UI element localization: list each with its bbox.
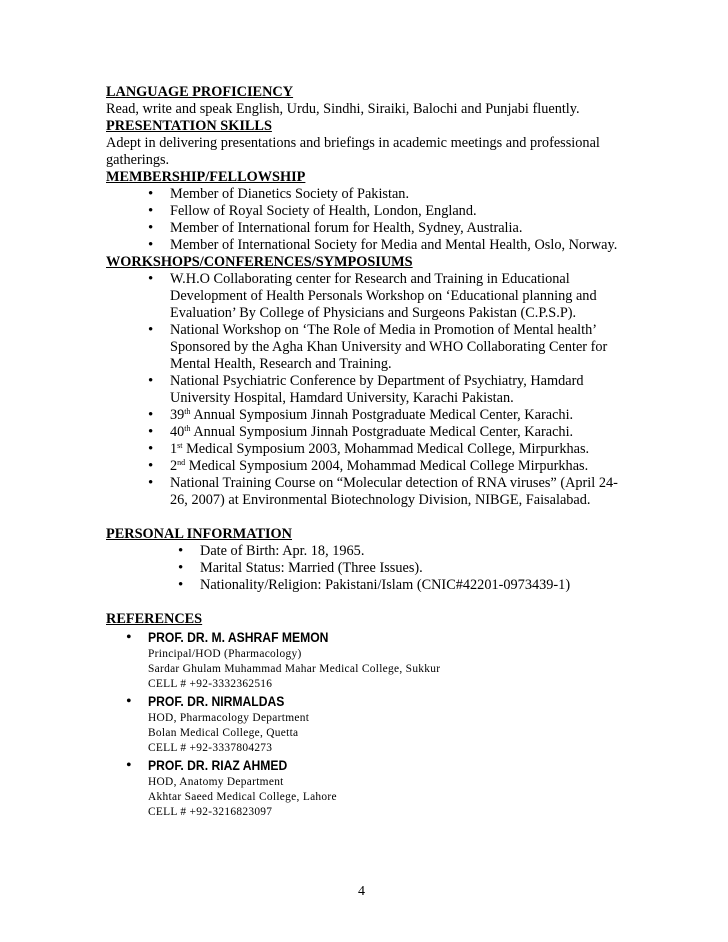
reference-phone: CELL # +92-3216823097	[148, 806, 273, 818]
list-item: • Fellow of Royal Society of Health, London, England.	[106, 203, 626, 220]
item-text: Annual Symposium Jinnah Postgraduate Medical Center, Karachi.	[190, 424, 574, 440]
reference-entry	[106, 692, 626, 756]
list-item: • National Workshop on ‘The Role of Media in Promotion of Mental health’ Sponsored by the Agha Khan University and WHO Collaborating Center for Mental Health, Research and Training.	[106, 322, 626, 373]
membership-list	[106, 186, 626, 254]
list-item: • Nationality/Religion: Pakistani/Islam (CNIC#42201-0973439-1)	[106, 577, 626, 594]
reference-phone: CELL # +92-3332362516	[148, 678, 273, 690]
ordinal-suffix: nd	[177, 458, 186, 467]
list-item: • National Training Course on “Molecular detection of RNA viruses” (April 24-26, 2007) at Environmental Biotechnology Division, NIBGE, Faisalabad.	[106, 475, 626, 509]
item-text: Annual Symposium Jinnah Postgraduate Medical Center, Karachi.	[190, 407, 574, 423]
reference-name: PROF. DR. M. ASHRAF MEMON	[148, 630, 329, 645]
ordinal-suffix: th	[184, 407, 191, 416]
item-text: Medical Symposium 2003, Mohammad Medical College, Mirpurkhas.	[182, 441, 590, 457]
list-item: • Member of International Society for Media and Mental Health, Oslo, Norway.	[106, 237, 626, 254]
list-item	[106, 441, 626, 458]
list-item: • Date of Birth: Apr. 18, 1965.	[106, 543, 626, 560]
reference-title: Principal/HOD (Pharmacology)	[148, 648, 302, 660]
list-item: • Member of International forum for Health, Sydney, Australia.	[106, 220, 626, 237]
bullet-icon: •	[126, 757, 132, 774]
spacer	[106, 594, 626, 611]
bullet-icon: •	[126, 629, 132, 646]
list-item	[106, 458, 626, 475]
list-item: • W.H.O Collaborating center for Research and Training in Educational Development of Health Personals Workshop on ‘Educational planning and Evaluation’ By College of Physicians and Surgeons Pakistan (C.P.S.P).	[106, 271, 626, 322]
ordinal-number: 40	[170, 424, 185, 440]
personal-heading: PERSONAL INFORMATION	[106, 526, 293, 542]
reference-phone: CELL # +92-3337804273	[148, 742, 273, 754]
reference-institution: Akhtar Saeed Medical College, Lahore	[148, 791, 337, 803]
page-number: 4	[358, 884, 365, 899]
list-item	[106, 424, 626, 441]
reference-name: PROF. DR. RIAZ AHMED	[148, 758, 288, 773]
document-page	[106, 84, 626, 820]
reference-entry	[106, 756, 626, 820]
ordinal-number: 2	[170, 458, 178, 474]
list-item: • National Psychiatric Conference by Department of Psychiatry, Hamdard University Hospital, Hamdard University, Karachi Pakistan.	[106, 373, 626, 407]
language-text: Read, write and speak English, Urdu, Sindhi, Siraiki, Balochi and Punjabi fluently.	[106, 101, 580, 117]
spacer	[106, 509, 626, 526]
reference-institution: Bolan Medical College, Quetta	[148, 727, 299, 739]
reference-entry	[106, 628, 626, 692]
personal-list	[106, 543, 626, 594]
workshops-heading: WORKSHOPS/CONFERENCES/SYMPOSIUMS	[106, 254, 413, 270]
ordinal-suffix: th	[184, 424, 191, 433]
ordinal-number: 1	[170, 441, 178, 457]
presentation-heading: PRESENTATION SKILLS	[106, 118, 272, 134]
ordinal-suffix: st	[177, 441, 183, 450]
workshops-list	[106, 271, 626, 509]
ordinal-number: 39	[170, 407, 185, 423]
bullet-icon: •	[126, 693, 132, 710]
presentation-text-2: gatherings.	[106, 152, 170, 168]
reference-name: PROF. DR. NIRMALDAS	[148, 694, 285, 709]
reference-institution: Sardar Ghulam Muhammad Mahar Medical College, Sukkur	[148, 663, 441, 675]
references-heading: REFERENCES	[106, 611, 203, 627]
language-heading: LANGUAGE PROFICIENCY	[106, 84, 294, 100]
presentation-text-1: Adept in delivering presentations and briefings in academic meetings and professional	[106, 135, 600, 151]
list-item: • Member of Dianetics Society of Pakistan.	[106, 186, 626, 203]
reference-title: HOD, Anatomy Department	[148, 776, 284, 788]
list-item: • Marital Status: Married (Three Issues).	[106, 560, 626, 577]
item-text: Medical Symposium 2004, Mohammad Medical College Mirpurkhas.	[185, 458, 589, 474]
list-item	[106, 407, 626, 424]
reference-title: HOD, Pharmacology Department	[148, 712, 310, 724]
membership-heading: MEMBERSHIP/FELLOWSHIP	[106, 169, 306, 185]
